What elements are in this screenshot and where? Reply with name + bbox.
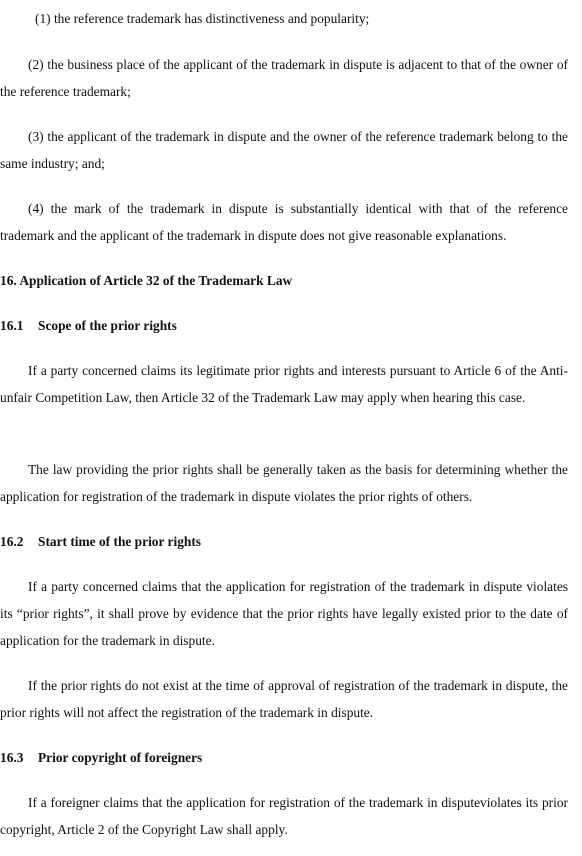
- section-number: 16.1: [0, 318, 24, 333]
- paragraph-criterion-3: (3) the applicant of the trademark in dispute and the owner of the reference trademark belong to the same industry; and;: [0, 129, 568, 171]
- section-heading-16-1: [0, 312, 568, 339]
- paragraph-criterion-2: (2) the business place of the applicant of the trademark in dispute is adjacent to that of the owner of the reference trademark;: [0, 57, 568, 99]
- paragraph-criterion-4: (4) the mark of the trademark in dispute is substantially identical with that of the reference trademark and the applicant of the trademark in dispute does not give reasonable explanations.: [0, 201, 568, 243]
- section-title: Scope of the prior rights: [38, 318, 177, 333]
- section-number: 16.3: [0, 750, 24, 765]
- section-title: Start time of the prior rights: [38, 534, 202, 549]
- section-heading-16-2: [0, 528, 568, 555]
- section-heading-16: 16. Application of Article 32 of the Trademark Law: [0, 273, 293, 288]
- paragraph-foreign-copyright: If a foreigner claims that the application for registration of the trademark in disputeviolates its prior copyright, Article 2 of the Copyright Law shall apply.: [0, 795, 568, 837]
- paragraph-criterion-1: (1) the reference trademark has distinctiveness and popularity;: [35, 11, 370, 26]
- section-title: Prior copyright of foreigners: [38, 750, 203, 765]
- paragraph-prior-rights-basis: The law providing the prior rights shall be generally taken as the basis for determining whether the application for registration of the trademark in dispute violates the prior rights of others.: [0, 462, 568, 504]
- section-number: 16.2: [0, 534, 24, 549]
- paragraph-prior-rights-claim: If a party concerned claims its legitimate prior rights and interests pursuant to Article 6 of the Anti-unfair Competition Law, then Article 32 of the Trademark Law may apply when hearing this case.: [0, 363, 568, 405]
- paragraph-prior-rights-evidence: If a party concerned claims that the application for registration of the trademark in dispute violates its “prior rights”, it shall prove by evidence that the prior rights have legally existed prior to the date of application for the trademark in dispute.: [0, 579, 568, 648]
- paragraph-prior-rights-nonexistence: If the prior rights do not exist at the time of approval of registration of the trademark in dispute, the prior rights will not affect the registration of the trademark in dispute.: [0, 678, 568, 720]
- section-heading-16-3: [0, 744, 568, 771]
